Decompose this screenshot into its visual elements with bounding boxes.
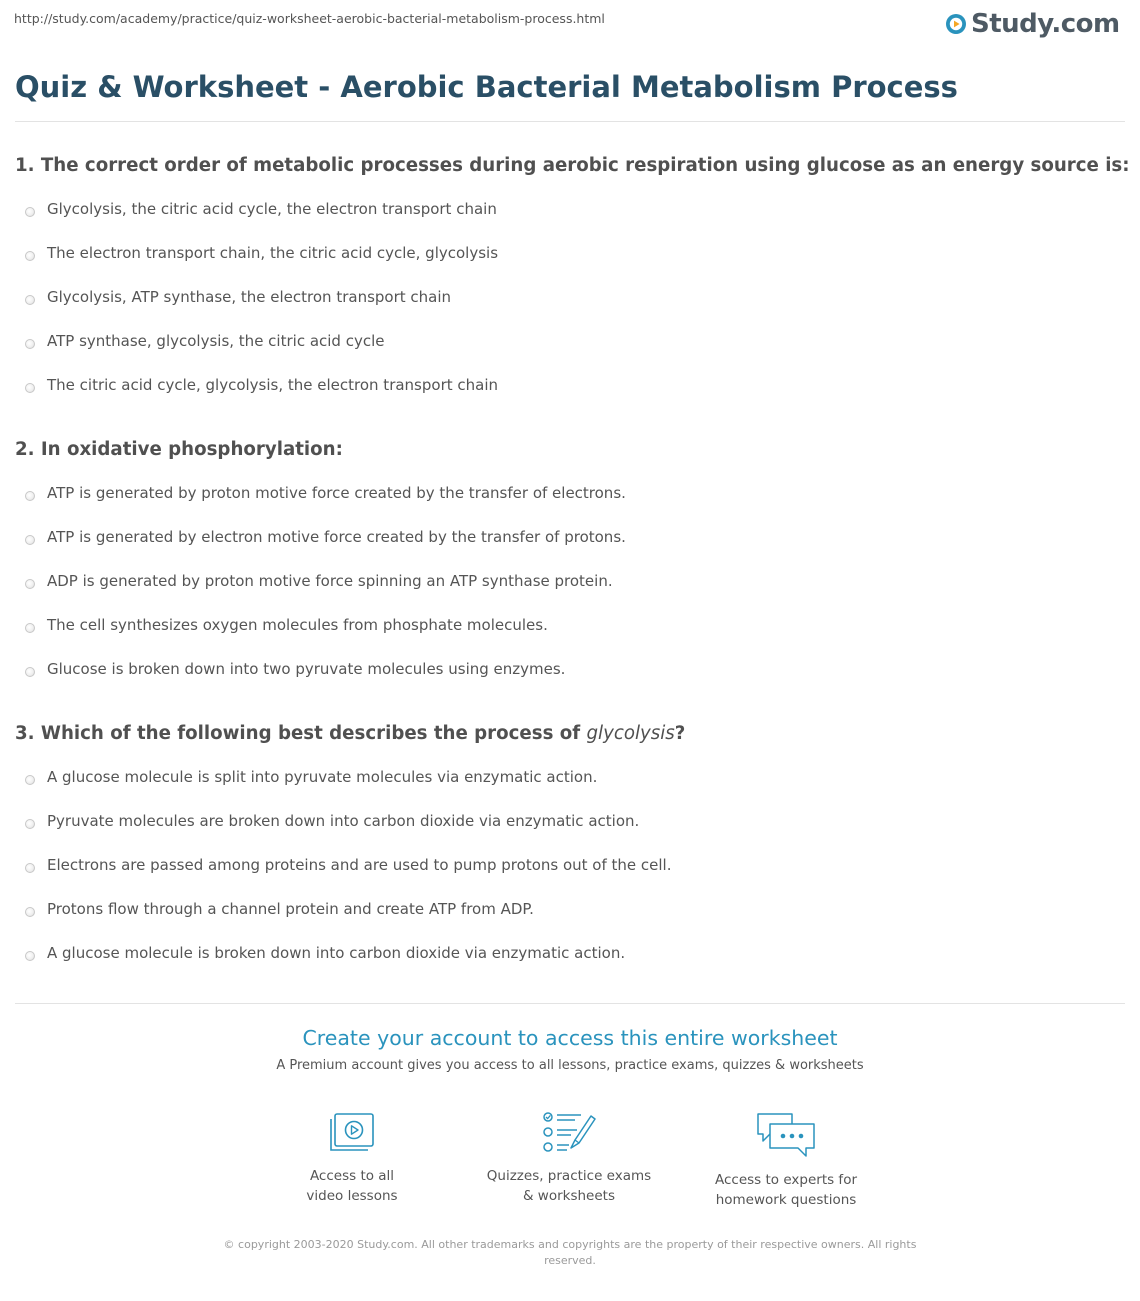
answer-label: Glucose is broken down into two pyruvate molecules using enzymes.: [47, 660, 566, 678]
study-logo[interactable]: [945, 9, 1120, 39]
radio-button[interactable]: [25, 207, 35, 217]
chat-experts-icon: [754, 1110, 818, 1160]
answer-label: ATP is generated by electron motive force created by the transfer of protons.: [47, 528, 626, 546]
answer-choice[interactable]: [15, 482, 1125, 526]
cta-subtitle: A Premium account gives you access to all lessons, practice exams, quizzes & worksheets: [276, 1058, 864, 1073]
feature-experts: [686, 1110, 886, 1210]
answer-choice[interactable]: [15, 898, 1125, 942]
answer-label: ADP is generated by proton motive force spinning an ATP synthase protein.: [47, 572, 613, 590]
answer-choices: [15, 482, 1125, 702]
answer-label: The electron transport chain, the citric acid cycle, glycolysis: [47, 244, 499, 262]
question-text-main: 2. In oxidative phosphorylation:: [15, 439, 343, 460]
answer-choice[interactable]: [15, 198, 1125, 242]
radio-button[interactable]: [25, 579, 35, 589]
feature-video-lessons: [252, 1110, 452, 1206]
cta-divider: [15, 1003, 1125, 1004]
question-text: [15, 721, 1125, 747]
page-title: Quiz & Worksheet - Aerobic Bacterial Metabolism Process: [15, 70, 958, 104]
copyright-notice: © copyright 2003-2020 Study.com. All other trademarks and copyrights are the property of their respective owners. All rights reserved.: [223, 1238, 917, 1267]
answer-choice[interactable]: [15, 526, 1125, 570]
feature-quizzes: [469, 1110, 669, 1206]
answer-choice[interactable]: [15, 570, 1125, 614]
answer-label: Glycolysis, the citric acid cycle, the electron transport chain: [47, 200, 497, 218]
answer-label: Electrons are passed among proteins and are used to pump protons out of the cell.: [47, 856, 672, 874]
question-text-main: 3. Which of the following best describes the process of: [15, 723, 587, 744]
answer-label: A glucose molecule is broken down into carbon dioxide via enzymatic action.: [47, 944, 626, 962]
radio-button[interactable]: [25, 535, 35, 545]
question-text: [15, 153, 1130, 179]
radio-button[interactable]: [25, 295, 35, 305]
quiz-checklist-icon: [541, 1110, 597, 1156]
answer-choices: [15, 766, 1125, 986]
radio-button[interactable]: [25, 863, 35, 873]
answer-label: Glycolysis, ATP synthase, the electron transport chain: [47, 288, 452, 306]
page-url: http://study.com/academy/practice/quiz-worksheet-aerobic-bacterial-metabolism-process.html: [14, 11, 605, 26]
video-lessons-icon: [326, 1110, 378, 1156]
question-text-main: 1. The correct order of metabolic processes during aerobic respiration using glucose as an energy source is:: [15, 155, 1130, 176]
feature-label: Access to experts for homework questions: [714, 1172, 857, 1208]
answer-choice[interactable]: [15, 286, 1125, 330]
radio-button[interactable]: [25, 951, 35, 961]
create-account-link[interactable]: Create your account to access this entire worksheet: [302, 1026, 838, 1050]
question-3: [15, 721, 1125, 986]
feature-label: Quizzes, practice exams & worksheets: [486, 1168, 652, 1204]
answer-label: Pyruvate molecules are broken down into carbon dioxide via enzymatic action.: [47, 812, 640, 830]
answer-choices: [15, 198, 1125, 418]
answer-choice[interactable]: [15, 942, 1125, 986]
answer-label: Protons flow through a channel protein and create ATP from ADP.: [47, 900, 534, 918]
radio-button[interactable]: [25, 775, 35, 785]
answer-choice[interactable]: [15, 330, 1125, 374]
answer-label: The cell synthesizes oxygen molecules from phosphate molecules.: [47, 616, 548, 634]
answer-label: The citric acid cycle, glycolysis, the electron transport chain: [47, 376, 499, 394]
question-text: [15, 437, 1125, 463]
answer-choice[interactable]: [15, 658, 1125, 702]
answer-choice[interactable]: [15, 242, 1125, 286]
answer-label: ATP synthase, glycolysis, the citric acid cycle: [47, 332, 385, 350]
answer-choice[interactable]: [15, 614, 1125, 658]
question-1: [15, 153, 1130, 418]
question-2: [15, 437, 1125, 702]
radio-button[interactable]: [25, 383, 35, 393]
radio-button[interactable]: [25, 623, 35, 633]
radio-button[interactable]: [25, 819, 35, 829]
logo-text: Study.com: [971, 9, 1120, 39]
answer-label: A glucose molecule is split into pyruvate molecules via enzymatic action.: [47, 768, 598, 786]
feature-label: Access to all video lessons: [306, 1168, 398, 1204]
question-text-suffix: ?: [674, 723, 686, 744]
radio-button[interactable]: [25, 251, 35, 261]
answer-choice[interactable]: [15, 810, 1125, 854]
question-text-emphasis: glycolysis: [586, 723, 675, 744]
answer-choice[interactable]: [15, 854, 1125, 898]
radio-button[interactable]: [25, 667, 35, 677]
radio-button[interactable]: [25, 907, 35, 917]
title-divider: [15, 121, 1125, 122]
answer-label: ATP is generated by proton motive force created by the transfer of electrons.: [47, 484, 626, 502]
play-circle-icon: [945, 13, 967, 35]
answer-choice[interactable]: [15, 374, 1125, 418]
radio-button[interactable]: [25, 339, 35, 349]
answer-choice[interactable]: [15, 766, 1125, 810]
radio-button[interactable]: [25, 491, 35, 501]
